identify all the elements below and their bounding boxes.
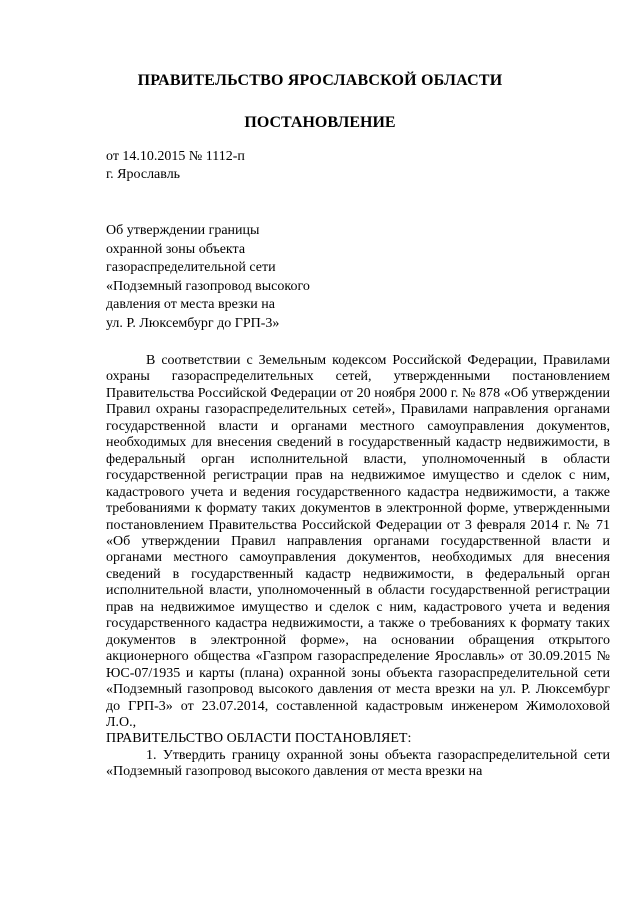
subject-line: «Подземный газопровод высокого	[106, 278, 310, 294]
decree-heading: ПРАВИТЕЛЬСТВО ОБЛАСТИ ПОСТАНОВЛЯЕТ:	[106, 731, 412, 747]
subject-line: газораспределительной сети	[106, 260, 276, 275]
document-type: ПОСТАНОВЛЕНИЕ	[244, 114, 396, 131]
subject-line: Об утверждении границы	[106, 223, 260, 238]
subject-line: ул. Р. Люксембург до ГРП-3»	[106, 315, 280, 331]
date-and-number: от 14.10.2015 № 1112-п	[106, 149, 245, 164]
decree-item-1: 1. Утвердить границу охранной зоны объекта газораспределительной сети «Подземный газопровод высокого давления от места врезки на	[106, 747, 610, 780]
city: г. Ярославль	[106, 167, 181, 182]
document-subject	[106, 222, 310, 333]
document-meta	[106, 148, 245, 184]
preamble-paragraph: В соответствии с Земельным кодексом Российской Федерации, Правилами охраны газораспределительных сетей, утвержденными постановлением Правительства Российской Федерации от 20 ноября 2000 г. № 878 «Об утверждении Правил охраны газораспределительных сетей», Правилами направления органами государственной власти и органами местного самоуправления документов, необходимых для внесения сведений в государственный кадастр недвижимости, в федеральный орган исполнительной власти, уполномоченный в области государственной регистрации прав на недвижимое имущество и сделок с ним, кадастрового учета и ведения государственного кадастра недвижимости, а также требованиями к формату таких документов в электронной форме, утвержденными постановлением Правительства Российской Федерации от 3 февраля 2014 г. № 71 «Об утверждении Правил направления органами государственной власти и органами местного самоуправления документов, необходимых для внесения сведений в государственный кадастр недвижимости, в федеральный орган исполнительной власти, уполномоченный в области государственной регистрации прав на недвижимое имущество и сделок с ним, кадастрового учета и ведения государственного кадастра недвижимости, а также о требованиях к формату таких документов в электронной форме», на основании обращения открытого акционерного общества «Газпром газораспределение Ярославль» от 30.09.2015 № ЮС-07/1935 и карты (плана) охранной зоны объекта газораспределительной сети «Подземный газопровод высокого давления от места врезки на ул. Р. Люксембург до ГРП-3» от 23.07.2014, составленной кадастровым инженером Жимолоховой Л.О.,	[106, 353, 610, 730]
issuing-authority: ПРАВИТЕЛЬСТВО ЯРОСЛАВСКОЙ ОБЛАСТИ	[137, 72, 503, 89]
document-body	[106, 353, 610, 781]
subject-line: охранной зоны объекта	[106, 241, 246, 257]
subject-line: давления от места врезки на	[106, 297, 275, 312]
